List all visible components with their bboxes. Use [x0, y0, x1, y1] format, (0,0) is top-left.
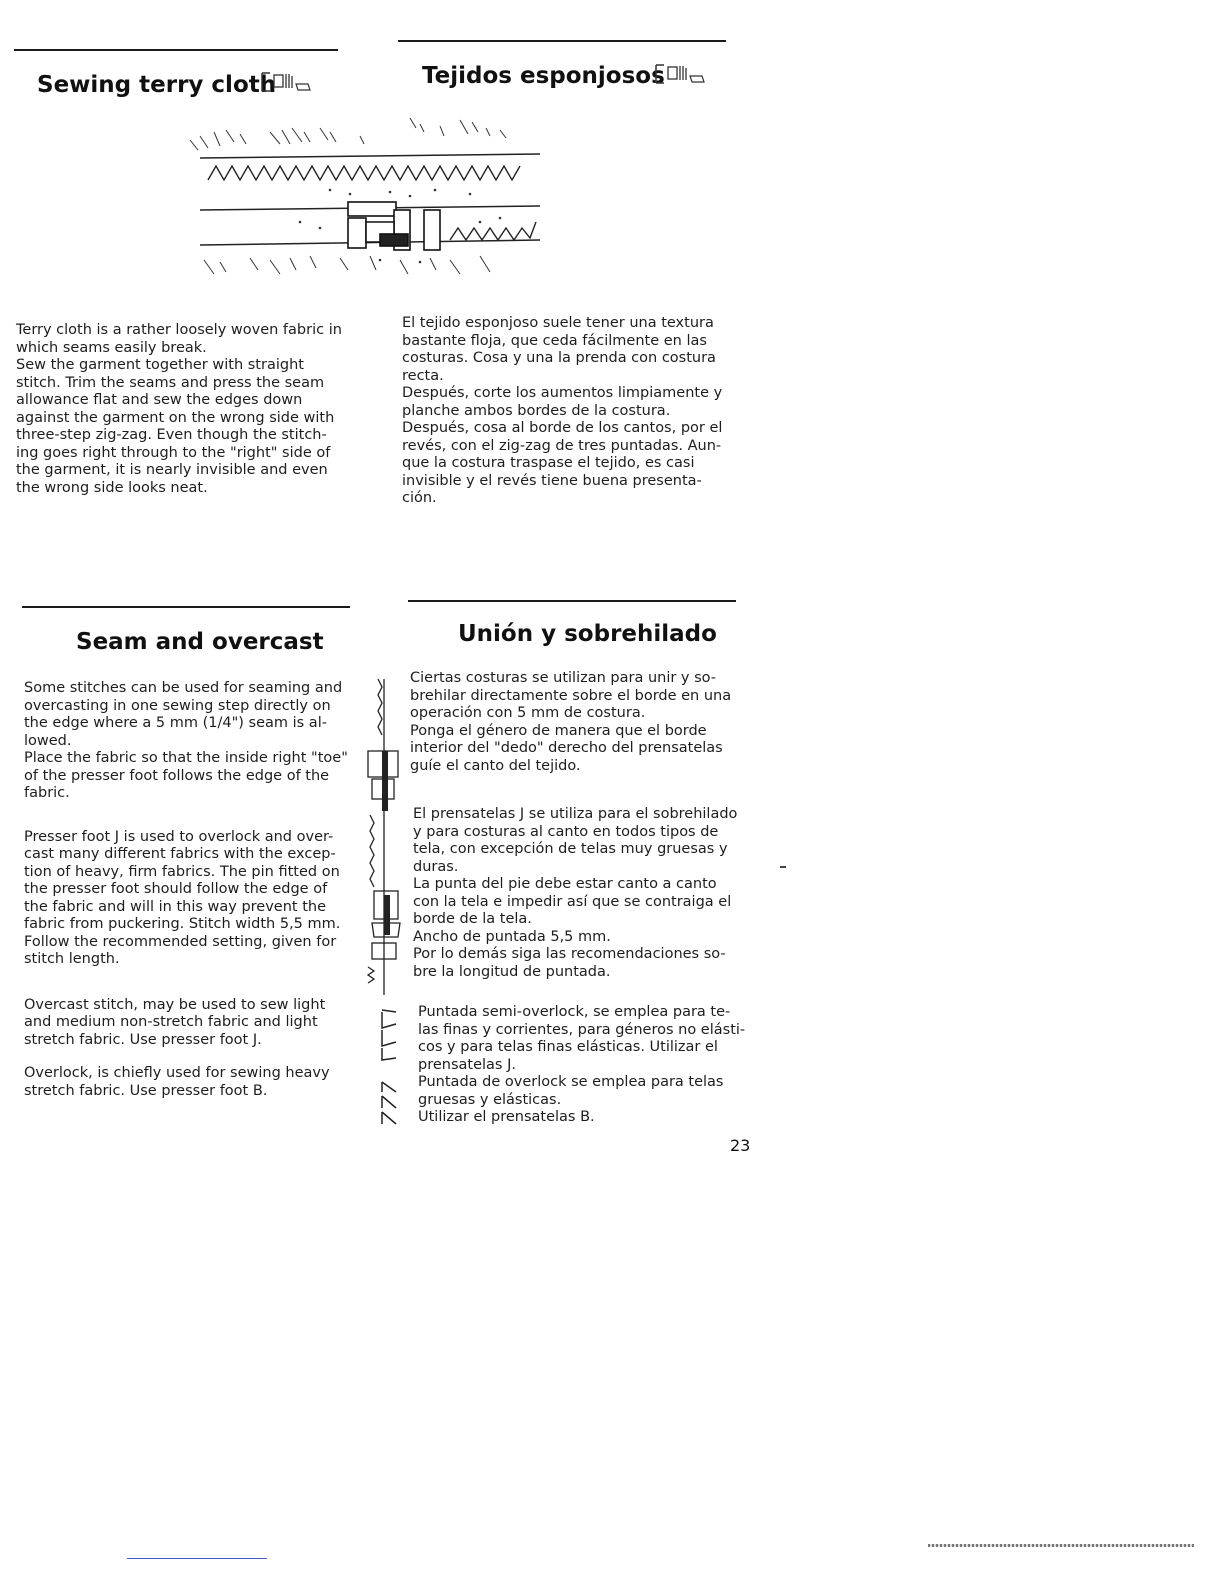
paragraph: Después, corte los aumentos limpiamente y planche ambos bordes de la costura. — [402, 385, 723, 419]
section-rule-seam-en — [22, 606, 350, 608]
body-terry-en — [16, 322, 348, 497]
paragraph: Overcast stitch, may be used to sew light and medium non-stretch fabric and light stretch fabric. Use presser foot J. — [24, 996, 326, 1048]
terry-cloth-illustration — [180, 110, 550, 300]
heading-terry-es: Tejidos esponjosos — [422, 63, 665, 89]
body-seam-es-lower — [418, 1004, 748, 1127]
section-rule-terry-es — [398, 40, 726, 42]
paragraph: Overlock, is chiefly used for sewing heavy stretch fabric. Use presser foot B. — [24, 1065, 330, 1099]
body-seam-es-middle — [413, 806, 745, 981]
paragraph: Sew the garment together with straight stitch. Trim the seams and press the seam allowance flat and sew the edges down against the garment on the wrong side with three-step zig-zag. Even though the stitch-ing goes right through to the "right" side of the garment, it is nearly invisible and even the wrong side looks neat. — [16, 357, 335, 496]
paragraph: Presser foot J is used to overlock and over-cast many different fabrics with the excep-tion of heavy, firm fabrics. The pin fitted on the presser foot should follow the edge of the fabric and will in this way prevent the fabric from puckering. Stitch width 5,5 mm. Follow the recommended setting, given for stitch length. — [24, 828, 341, 967]
paragraph: Puntada semi-overlock, se emplea para te-las finas y corrientes, para géneros no elásti-cos y para telas finas elásticas. Utilizar el prensatelas J. — [418, 1004, 746, 1073]
paragraph: El tejido esponjoso suele tener una textura bastante floja, que ceda fácilmente en las costuras. Cosa y una la prenda con costura recta. — [402, 315, 716, 384]
paragraph: Place the fabric so that the inside right "toe" of the presser foot follows the edge of the fabric. — [24, 750, 348, 801]
overcast-stitch-icon — [378, 1006, 402, 1064]
overlock-stitch-icon — [378, 1078, 402, 1128]
presser-foot-icon — [258, 70, 312, 94]
heading-seam-en: Seam and overcast — [76, 629, 324, 655]
paragraph: Ponga el género de manera que el borde interior del "dedo" derecho del prensatelas guíe el canto del tejido. — [410, 722, 723, 774]
presser-foot-icon — [652, 62, 706, 86]
paragraph: Terry cloth is a rather loosely woven fabric in which seams easily break. — [16, 322, 342, 356]
body-seam-en — [24, 680, 354, 1100]
scan-line — [127, 1558, 267, 1559]
paragraph: La punta del pie debe estar canto a canto con la tela e impedir así que se contraiga el borde de la tela. — [413, 876, 732, 927]
body-seam-es-upper — [410, 670, 742, 775]
stray-mark — [780, 866, 786, 868]
paragraph: Utilizar el prensatelas B. — [418, 1109, 595, 1125]
paragraph: Después, cosa al borde de los cantos, por el revés, con el zig-zag de tres puntadas. Aun-que la costura traspase el tejido, es casi invisible y el revés tiene buena presenta-ción. — [402, 420, 723, 506]
paragraph: Ancho de puntada 5,5 mm. — [413, 928, 611, 945]
paragraph: Some stitches can be used for seaming and overcasting in one sewing step directly on the edge where a 5 mm (1/4") seam is al-lowed. — [24, 680, 343, 749]
paragraph: El prensatelas J se utiliza para el sobrehilado y para costuras al canto en todos tipos de tela, con excepción de telas muy gruesas y duras. — [413, 806, 738, 875]
page-number: 23 — [730, 1136, 751, 1155]
paragraph: Por lo demás siga las recomendaciones so-bre la longitud de puntada. — [413, 946, 726, 980]
heading-seam-es: Unión y sobrehilado — [458, 621, 717, 647]
scan-edge — [928, 1544, 1194, 1547]
paragraph: Ciertas costuras se utilizan para unir y so-brehilar directamente sobre el borde en una operación con 5 mm de costura. — [410, 670, 732, 721]
heading-terry-en: Sewing terry cloth — [37, 72, 277, 98]
presser-foot-j-illustration — [360, 675, 408, 995]
section-rule-seam-es — [408, 600, 736, 602]
section-rule-terry-en — [14, 49, 338, 51]
body-terry-es — [402, 315, 734, 508]
paragraph: Puntada de overlock se emplea para telas gruesas y elásticas. — [418, 1074, 724, 1108]
